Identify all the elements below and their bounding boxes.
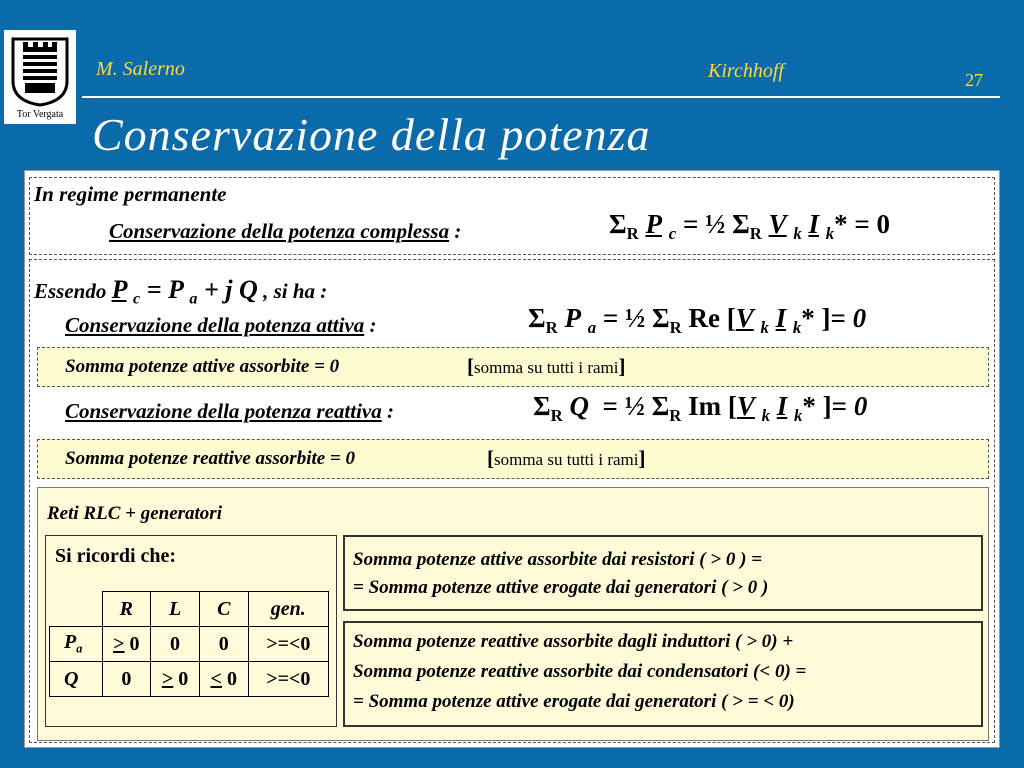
table-header: C [199, 592, 248, 627]
reactive-sum-note: [somma su tutti i rami] [487, 446, 646, 470]
reactive-balance-line-1: Somma potenze reattive assorbite dagli induttori ( > 0) + [353, 631, 794, 652]
content-panel [24, 170, 1000, 748]
active-balance-line-2: = Somma potenze attive erogate dai generatori ( > 0 ) [353, 577, 769, 598]
table-row [50, 627, 329, 662]
row-label-pa: $P_a$ [50, 627, 103, 662]
table-cell: > 0 [151, 662, 200, 697]
reactive-power-label: Conservazione della potenza reattiva : [65, 399, 394, 423]
section-name: Kirchhoff [708, 60, 784, 82]
tower-emblem-icon [9, 35, 71, 107]
complex-power-label: Conservazione della potenza complessa : [109, 219, 462, 243]
table-cell: < 0 [199, 662, 248, 697]
header-divider [82, 96, 1000, 98]
author-name: M. Salerno [96, 58, 185, 80]
row-label-q: Q [50, 662, 103, 697]
page-number: 27 [965, 70, 983, 90]
steady-state-heading: In regime permanente [34, 182, 227, 206]
active-balance-line-1: Somma potenze attive assorbite dai resistori ( > 0 ) = [353, 549, 763, 570]
complex-power-equation: $\Sigma_R$ P $_c$ = ½ $\Sigma_R$ V $_k$ I $_k$* = 0 [609, 209, 890, 243]
table-header-row [50, 592, 329, 627]
table-cell: 0 [151, 627, 200, 662]
active-power-label: Conservazione della potenza attiva : [65, 313, 377, 337]
table-cell: >=<0 [248, 662, 328, 697]
table-header: R [102, 592, 151, 627]
active-sum-text: Somma potenze attive assorbite = 0 [65, 356, 340, 377]
table-row [50, 662, 329, 697]
reactive-sum-text: Somma potenze reattive assorbite = 0 [65, 448, 356, 469]
rlc-table [49, 591, 329, 697]
active-sum-note: [somma su tutti i rami] [467, 354, 626, 378]
table-corner [50, 592, 103, 627]
recall-text: Si ricordi che: [55, 545, 177, 567]
slide-title: Conservazione della potenza [92, 109, 651, 160]
table-cell: > 0 [102, 627, 151, 662]
reactive-balance-line-3: = Somma potenze attive erogate dai generatori ( > = < 0) [353, 691, 795, 712]
logo-caption: Tor Vergata [16, 109, 64, 120]
table-cell: 0 [102, 662, 151, 697]
reactive-balance-line-2: Somma potenze reattive assorbite dai condensatori (< 0) = [353, 661, 807, 682]
active-power-equation: $\Sigma_R$ P $_a$ = ½ $\Sigma_R$ Re [V $_k$ I $_k$* ]= 0 [528, 303, 867, 337]
university-logo [4, 30, 76, 124]
table-header: L [151, 592, 200, 627]
essendo-line: Essendo P $_c$ = P $_a$ + j Q , si ha : [34, 275, 328, 308]
active-balance-box [343, 535, 983, 611]
table-cell: >=<0 [248, 627, 328, 662]
table-cell: 0 [199, 627, 248, 662]
rlc-heading: Reti RLC + generatori [47, 503, 222, 524]
reactive-power-equation: $\Sigma_R$ Q = ½ $\Sigma_R$ Im [V $_k$ I $_k$* ]= 0 [533, 391, 868, 425]
table-header: gen. [248, 592, 328, 627]
